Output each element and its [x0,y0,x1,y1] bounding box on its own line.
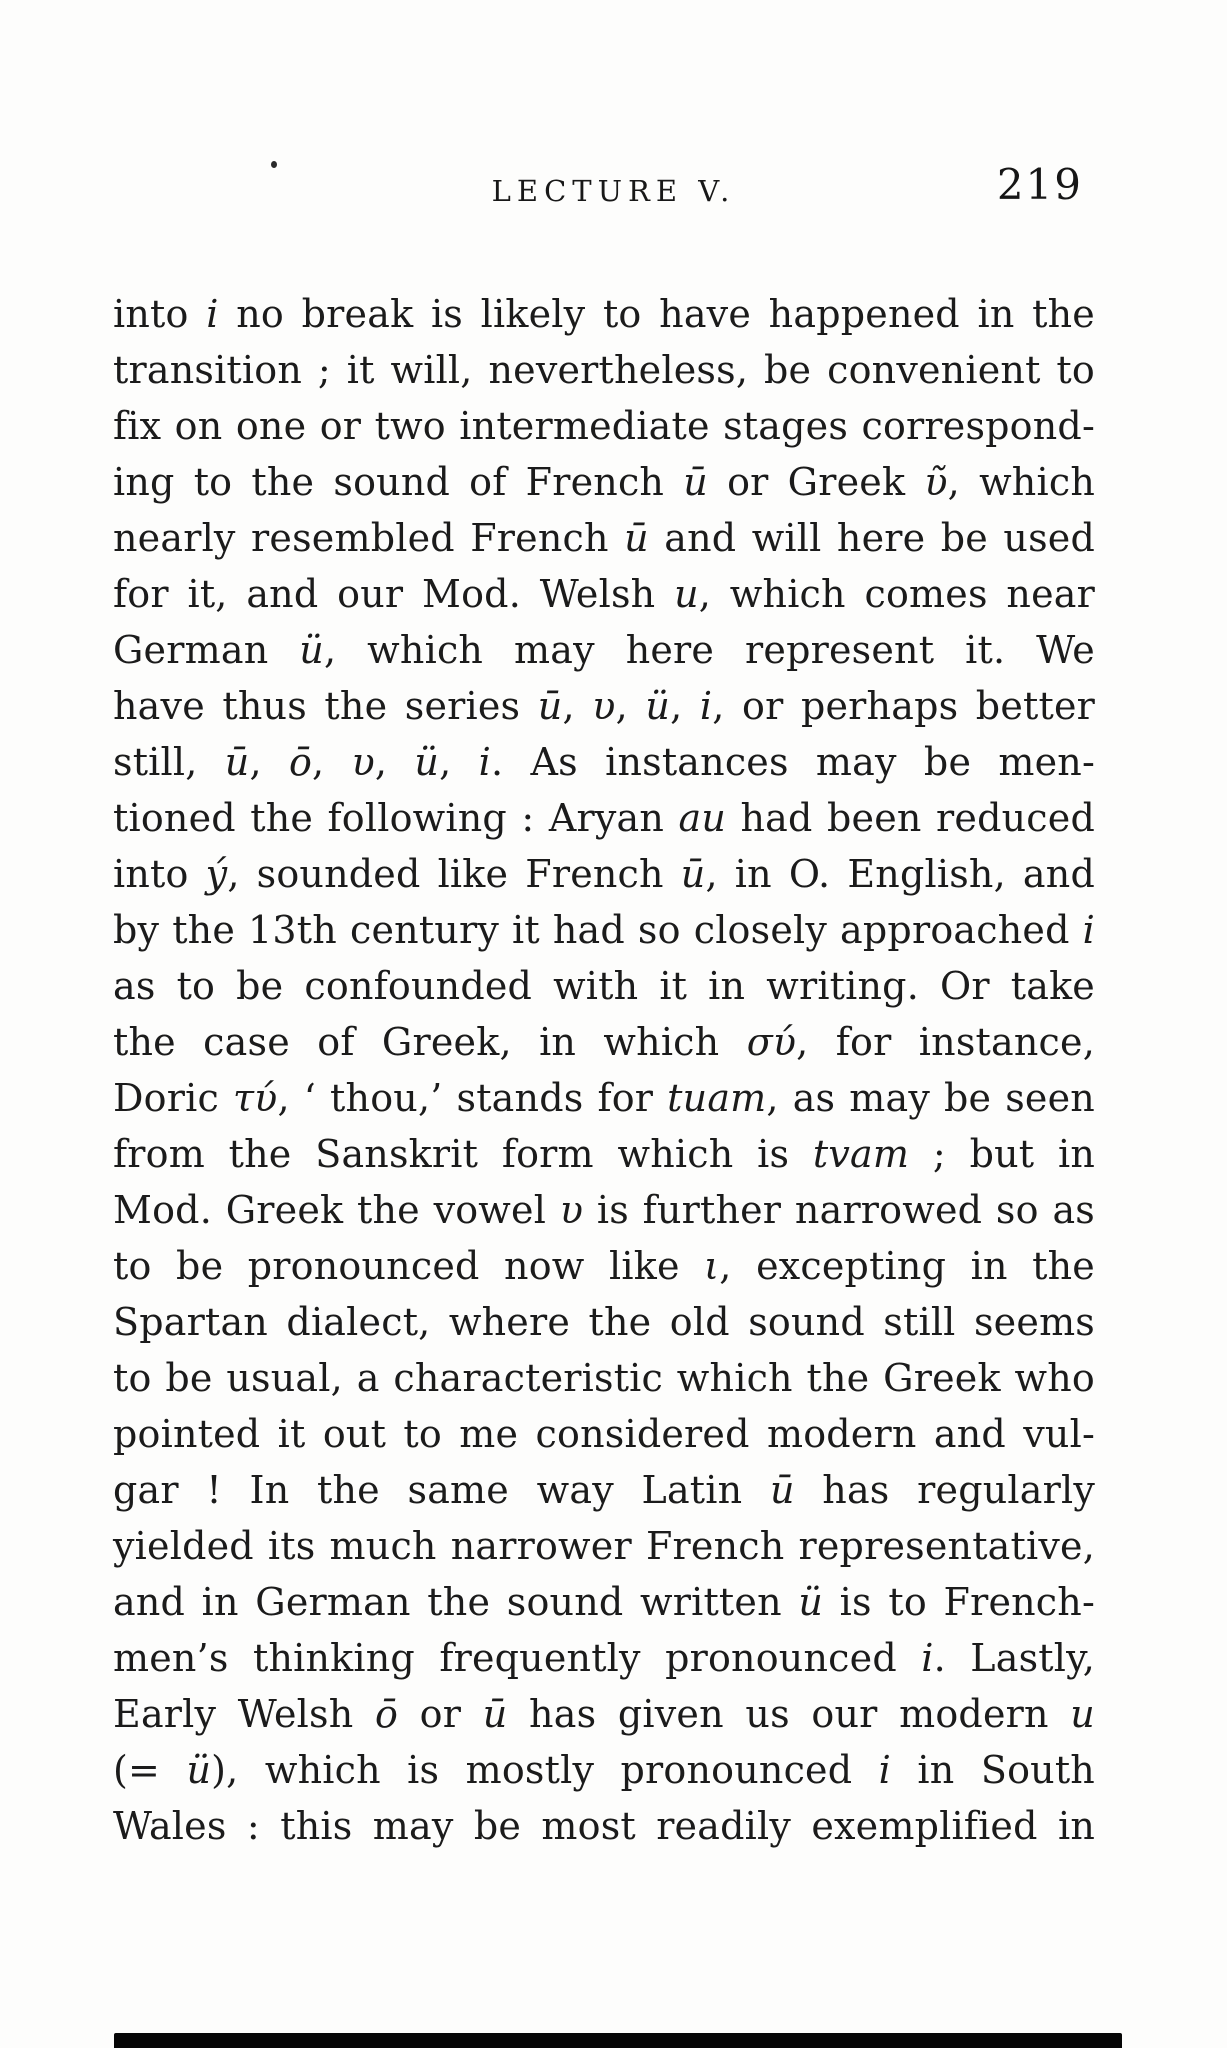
text-line: the case of Greek, in which σύ, for instance, [113,1020,1095,1064]
page-number: 219 [996,160,1083,209]
text-line: tioned the following : Aryan au had been reduced [113,796,1095,840]
text-line: transition ; it will, nevertheless, be convenient to [113,348,1095,392]
text-line: have thus the series ū, υ, ü, i, or perhaps better [113,684,1096,728]
text-line: nearly resembled French ū and will here be used [113,516,1095,560]
text-line: to be usual, a characteristic which the Greek who [113,1356,1095,1400]
text-line: yielded its much narrower French representative, [113,1524,1095,1568]
text-line: as to be confounded with it in writing. Or take [113,964,1095,1008]
text-line: from the Sanskrit form which is tvam ; but in [113,1132,1095,1176]
text-line: into i no break is likely to have happened in the [113,292,1095,336]
text-line: by the 13th century it had so closely approached i [113,908,1095,952]
scan-speck [271,161,277,168]
running-title: LECTURE V. [491,174,736,208]
text-line: fix on one or two intermediate stages correspond- [113,404,1095,448]
text-line: to be pronounced now like ι, excepting in the [113,1244,1095,1288]
text-line: men’s thinking frequently pronounced i. Lastly, [113,1636,1095,1680]
text-line: Mod. Greek the vowel υ is further narrowed so as [113,1188,1096,1232]
body-text [113,286,1095,1854]
scan-artifact-bar [114,2033,1122,2048]
text-line: gar ! In the same way Latin ū has regularly [113,1468,1096,1512]
text-line: and in German the sound written ü is to French- [113,1580,1095,1624]
text-line: still, ū, ō, υ, ü, i. As instances may be men- [113,740,1096,784]
text-line: Doric τύ, ‘ thou,’ stands for tuam, as may be seen [113,1076,1095,1120]
text-line: ing to the sound of French ū or Greek ῦ, which [113,460,1095,504]
text-line: Wales : this may be most readily exemplified in [113,1804,1095,1848]
text-line: pointed it out to me considered modern and vul- [113,1412,1095,1456]
text-line: Spartan dialect, where the old sound still seems [113,1300,1095,1344]
text-line: Early Welsh ō or ū has given us our modern u [113,1692,1095,1736]
text-line: German ü, which may here represent it. We [113,628,1095,672]
text-line: into ý, sounded like French ū, in O. English, and [113,852,1095,896]
text-line: for it, and our Mod. Welsh u, which comes near [113,572,1095,616]
text-line: (= ü), which is mostly pronounced i in South [113,1748,1095,1792]
